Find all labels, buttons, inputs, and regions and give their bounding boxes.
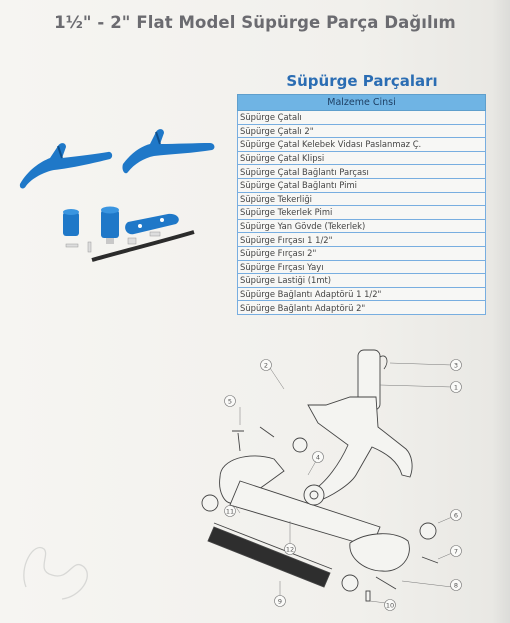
parts-table-body xyxy=(238,111,486,315)
callout-number: 7 xyxy=(453,547,459,556)
callout-number: 2 xyxy=(263,361,269,370)
part-name-cell: Süpürge Fırçası Yayı xyxy=(238,260,486,274)
part-name-cell: Süpürge Fırçası 2" xyxy=(238,246,486,260)
part-name-cell: Süpürge Çatal Kelebek Vidası Paslanmaz Ç. xyxy=(238,138,486,152)
wheel-part-2 xyxy=(202,495,218,511)
callout-8 xyxy=(451,580,462,591)
table-row xyxy=(238,233,486,247)
table-header-row xyxy=(238,95,486,111)
parts-photo xyxy=(0,110,236,280)
parts-table xyxy=(237,94,486,315)
callout-number: 9 xyxy=(277,597,283,606)
table-row xyxy=(238,206,486,220)
parts-heading: Süpürge Parçaları xyxy=(286,72,438,90)
part-name-cell: Süpürge Çatal Bağlantı Pimi xyxy=(238,178,486,192)
screw-part-5 xyxy=(232,431,244,451)
wheel-part-4 xyxy=(342,575,358,591)
clip-part xyxy=(380,356,387,369)
adapter-parts xyxy=(63,207,119,245)
part-name-cell: Süpürge Çatal Klipsi xyxy=(238,151,486,165)
callout-6 xyxy=(451,510,462,521)
brush-bristles xyxy=(208,527,330,587)
table-row xyxy=(238,219,486,233)
part-name-cell: Süpürge Bağlantı Adaptörü 2" xyxy=(238,301,486,315)
fork-part xyxy=(308,397,412,501)
callout-number: 12 xyxy=(285,545,295,554)
body-part xyxy=(125,214,179,234)
callout-5 xyxy=(225,396,236,407)
part-name-cell: Süpürge Bağlantı Adaptörü 1 1/2" xyxy=(238,287,486,301)
callout-number: 3 xyxy=(453,361,459,370)
table-row xyxy=(238,151,486,165)
fork-part-left xyxy=(20,143,112,188)
callout-4 xyxy=(313,452,324,463)
pen-sketch xyxy=(14,527,114,607)
callout-number: 6 xyxy=(453,511,459,520)
adapter-center xyxy=(310,491,318,499)
part-name-cell: Süpürge Çatal Bağlantı Parçası xyxy=(238,165,486,179)
pin-part xyxy=(366,591,370,601)
bolt-part xyxy=(260,427,274,437)
callout-12 xyxy=(285,544,296,555)
part-name-cell: Süpürge Fırçası 1 1/2" xyxy=(238,233,486,247)
table-row xyxy=(238,138,486,152)
part-name-cell: Süpürge Tekerliği xyxy=(238,192,486,206)
part-name-cell: Süpürge Yan Gövde (Tekerlek) xyxy=(238,219,486,233)
callout-10 xyxy=(385,600,396,611)
callout-1 xyxy=(451,382,462,393)
part-name-cell: Süpürge Tekerlek Pimi xyxy=(238,206,486,220)
callout-number: 8 xyxy=(453,581,459,590)
callout-number: 4 xyxy=(315,453,321,462)
table-row xyxy=(238,287,486,301)
wheel-part-1 xyxy=(293,438,307,452)
callout-number: 1 xyxy=(453,383,459,392)
callout-number: 5 xyxy=(227,397,233,406)
column-header: Malzeme Cinsi xyxy=(238,95,486,111)
callout-3 xyxy=(451,360,462,371)
callout-number: 10 xyxy=(385,601,395,610)
table-row xyxy=(238,178,486,192)
callout-7 xyxy=(451,546,462,557)
table-row xyxy=(238,111,486,125)
side-body-right xyxy=(350,534,410,571)
table-row xyxy=(238,274,486,288)
table-row xyxy=(238,301,486,315)
table-row xyxy=(238,260,486,274)
callout-number: 11 xyxy=(225,507,235,516)
table-row xyxy=(238,165,486,179)
table-row xyxy=(238,246,486,260)
table-row xyxy=(238,192,486,206)
callout-2 xyxy=(261,360,272,371)
exploded-diagram xyxy=(200,335,500,623)
part-name-cell: Süpürge Çatalı xyxy=(238,111,486,125)
page-title: 1½" - 2" Flat Model Süpürge Parça Dağılım xyxy=(54,13,456,32)
callout-9 xyxy=(275,596,286,607)
callout-11 xyxy=(225,506,236,517)
part-name-cell: Süpürge Lastiği (1mt) xyxy=(238,274,486,288)
table-row xyxy=(238,124,486,138)
part-name-cell: Süpürge Çatalı 2" xyxy=(238,124,486,138)
fork-part-right xyxy=(122,129,214,173)
wheel-part-3 xyxy=(420,523,436,539)
